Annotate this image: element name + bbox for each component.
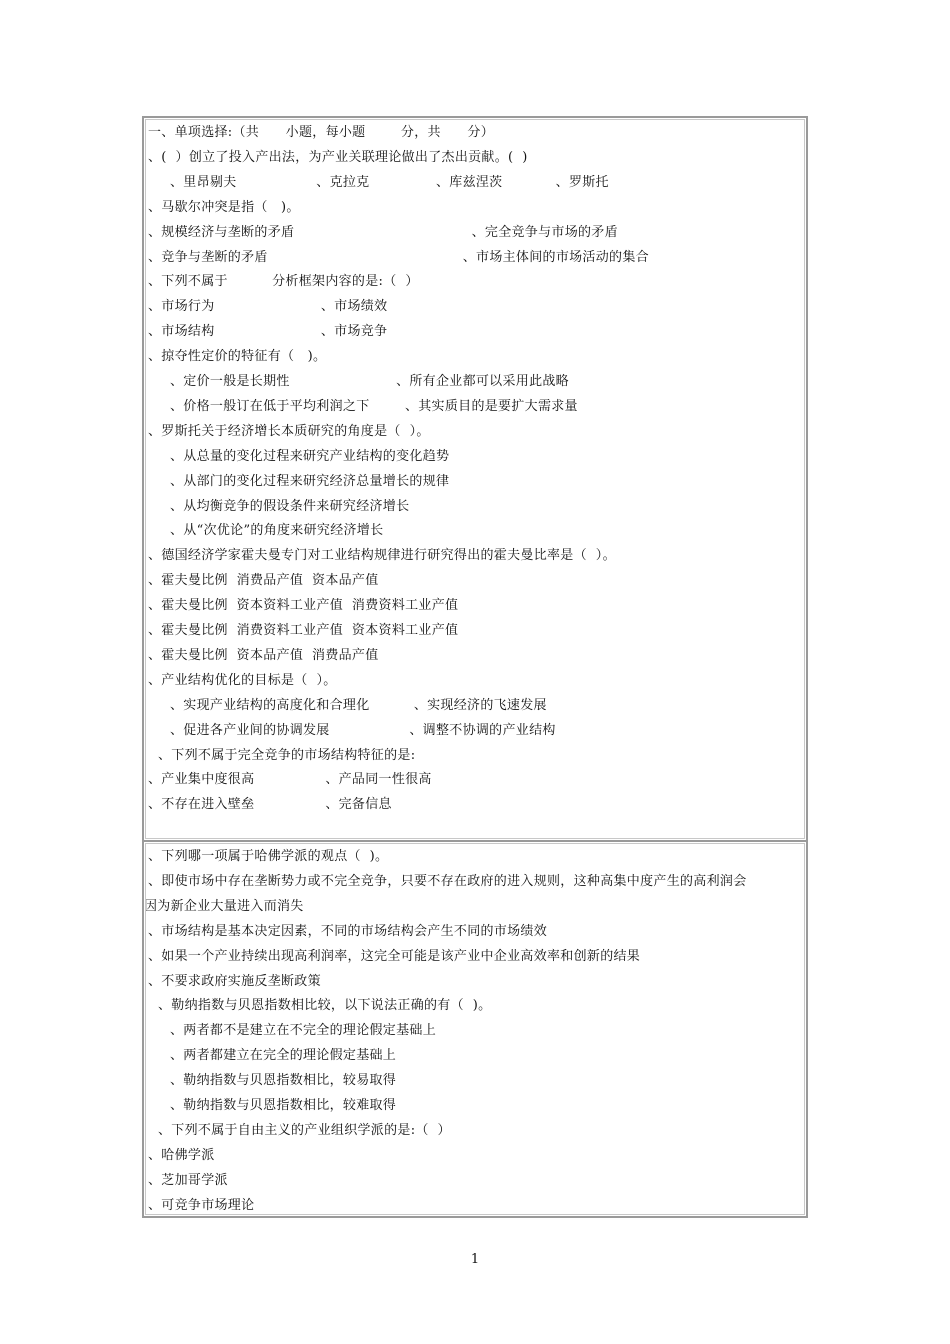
- question-line: 、市场行为 、市场绩效: [148, 299, 388, 315]
- question-line: 、芝加哥学派: [148, 1172, 228, 1188]
- question-line: 、下列不属于完全竞争的市场结构特征的是:: [158, 747, 416, 763]
- question-line: 、从部门的变化过程来研究经济总量增长的规律: [170, 473, 450, 489]
- question-line: 、里昂剔夫 、克拉克 、库兹涅茨 、罗斯托: [170, 174, 609, 190]
- question-line: 、两者都建立在完全的理论假定基础上: [170, 1048, 397, 1064]
- question-line: 、下列不属于自由主义的产业组织学派的是:（ ）: [158, 1122, 451, 1138]
- question-line: 、从“次优论”的角度来研究经济增长: [170, 523, 384, 539]
- question-line: 因为新企业大量进入而消失: [144, 898, 304, 914]
- question-line: 、价格一般订在低于平均利润之下 、其实质目的是要扩大需求量: [170, 398, 578, 414]
- question-line: 、产业结构优化的目标是（ ）。: [148, 672, 337, 688]
- question-line: 、掠夺性定价的特征有（ )。: [148, 349, 327, 365]
- question-line: 、竞争与垄断的矛盾 、市场主体间的市场活动的集合: [148, 249, 649, 265]
- question-line: 、规模经济与垄断的矛盾 、完全竞争与市场的矛盾: [148, 224, 618, 240]
- question-line: 、下列不属于 分析框架内容的是:（ ）: [148, 274, 419, 290]
- question-line: 、定价一般是长期性 、所有企业都可以采用此战略: [170, 374, 569, 389]
- question-line: 、马歇尔冲突是指（ )。: [148, 199, 300, 215]
- question-line: 、德国经济学家霍夫曼专门对工业结构规律进行研究得出的霍夫曼比率是（ ）。: [148, 548, 616, 564]
- question-line: 、可竞争市场理论: [148, 1197, 255, 1213]
- question-line: 、下列哪一项属于哈佛学派的观点（ )。: [148, 849, 389, 864]
- question-box-2: [142, 840, 808, 1218]
- question-line: 、霍夫曼比例 资本资料工业产值 消费资料工业产值: [148, 598, 459, 614]
- question-box-1: [142, 116, 808, 842]
- question-line: 、实现产业结构的高度化和合理化 、实现经济的飞速发展: [170, 697, 547, 713]
- question-line: 一、单项选择:（共 小题，每小题 分，共 分）: [148, 125, 495, 140]
- page-number: 1: [470, 1252, 480, 1267]
- question-line: 、促进各产业间的协调发展 、调整不协调的产业结构: [170, 722, 556, 738]
- question-line: 、市场结构是基本决定因素，不同的市场结构会产生不同的市场绩效: [148, 923, 548, 939]
- question-line: 、霍夫曼比例 消费品产值 资本品产值: [148, 573, 379, 589]
- question-line: 、罗斯托关于经济增长本质研究的角度是（ ）。: [148, 423, 430, 439]
- question-line: 、哈佛学派: [148, 1147, 215, 1163]
- question-line: 、不存在进入壁垒 、完备信息: [148, 797, 392, 813]
- question-line: 、( ）创立了投入产出法，为产业关联理论做出了杰出贡献。( ): [148, 149, 528, 165]
- question-line: 、勒纳指数与贝恩指数相比，较易取得: [170, 1073, 397, 1089]
- question-line: 、产业集中度很高 、产品同一性很高: [148, 772, 432, 788]
- question-line: 、市场结构 、市场竞争: [148, 324, 388, 340]
- question-line: 、从均衡竞争的假设条件来研究经济增长: [170, 498, 410, 514]
- question-line: 、两者都不是建立在不完全的理论假定基础上: [170, 1023, 437, 1039]
- question-line: 、不要求政府实施反垄断政策: [148, 973, 321, 989]
- question-line: 、如果一个产业持续出现高利润率，这完全可能是该产业中企业高效率和创新的结果: [148, 948, 641, 964]
- question-line: 、即使市场中存在垄断势力或不完全竞争，只要不存在政府的进入规则，这种高集中度产生的高利润会: [148, 873, 747, 889]
- question-line: 、霍夫曼比例 资本品产值 消费品产值: [148, 647, 379, 663]
- question-line: 、勒纳指数与贝恩指数相比，较难取得: [170, 1098, 397, 1113]
- question-line: 、从总量的变化过程来研究产业结构的变化趋势: [170, 448, 450, 464]
- question-line: 、霍夫曼比例 消费资料工业产值 资本资料工业产值: [148, 623, 459, 638]
- question-line: 、勒纳指数与贝恩指数相比较，以下说法正确的有（ )。: [158, 998, 492, 1014]
